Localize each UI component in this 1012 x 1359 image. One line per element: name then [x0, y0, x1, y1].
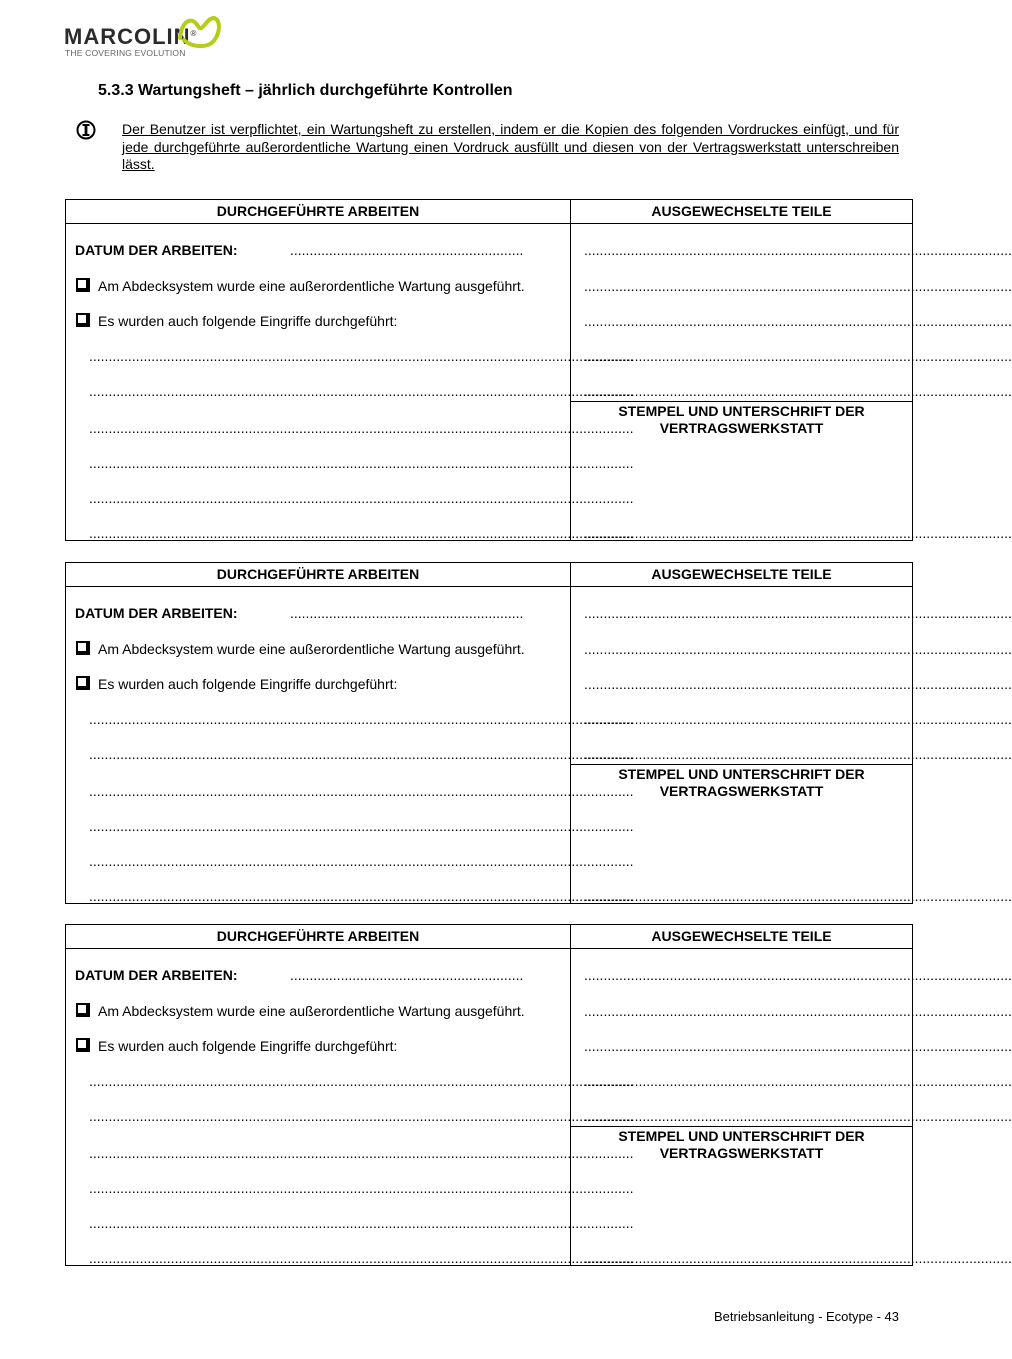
replaced-part-line[interactable]: ..............................................................................................................	[584, 1038, 1012, 1054]
signature-line[interactable]: ..............................................................................................................	[584, 1250, 1012, 1266]
checkbox-further-interventions[interactable]	[76, 676, 88, 688]
stamp-label-line1: STEMPEL UND UNTERSCHRIFT DER	[618, 766, 865, 782]
intervention-line[interactable]: ............................................................................................................................................	[89, 490, 634, 506]
intervention-line[interactable]: ............................................................................................................................................	[89, 383, 634, 399]
intervention-line[interactable]: ............................................................................................................................................	[89, 455, 634, 471]
checkbox-further-interventions[interactable]	[76, 313, 88, 325]
notice-text: Der Benutzer ist verpflichtet, ein Wartungsheft zu erstellen, indem er die Kopien des folgenden Vordruckes einfügt, und für jede durchgeführte außerordentliche Wartung einen Vordruck ausfüllt und diesen von der Vertragswerkstatt unterschreiben lässt.	[122, 121, 899, 172]
header-divider	[66, 223, 912, 224]
stamp-signature-label	[571, 403, 912, 437]
stamp-label-line1: STEMPEL UND UNTERSCHRIFT DER	[618, 1128, 865, 1144]
stamp-divider	[570, 764, 912, 765]
logo-tagline: THE COVERING EVOLUTION	[65, 48, 186, 58]
maintenance-form-3	[65, 924, 1012, 1266]
replaced-part-line[interactable]: ..............................................................................................................	[584, 641, 1012, 657]
date-field[interactable]: ............................................................	[290, 967, 524, 983]
header-replaced-parts: AUSGEWECHSELTE TEILE	[651, 203, 832, 219]
checkbox-extraordinary-maintenance[interactable]	[76, 641, 88, 653]
stamp-divider	[570, 1126, 912, 1127]
replaced-part-line[interactable]: ..............................................................................................................	[584, 605, 1012, 621]
intervention-line[interactable]: ............................................................................................................................................	[89, 1250, 634, 1266]
replaced-part-line[interactable]: ..............................................................................................................	[584, 746, 1012, 762]
header-replaced-parts: AUSGEWECHSELTE TEILE	[651, 928, 832, 944]
column-divider	[570, 925, 571, 1265]
option-further-interventions: Es wurden auch folgende Eingriffe durchgeführt:	[98, 1038, 398, 1054]
intervention-line[interactable]: ............................................................................................................................................	[89, 1145, 634, 1161]
header-performed-work: DURCHGEFÜHRTE ARBEITEN	[216, 203, 420, 219]
header-replaced-parts: AUSGEWECHSELTE TEILE	[651, 566, 832, 582]
option-extraordinary-maintenance: Am Abdecksystem wurde eine außerordentliche Wartung ausgeführt.	[98, 1003, 525, 1019]
intervention-line[interactable]: ............................................................................................................................................	[89, 888, 634, 904]
header-divider	[66, 948, 912, 949]
logo-swirl-icon	[176, 12, 222, 50]
option-extraordinary-maintenance: Am Abdecksystem wurde eine außerordentliche Wartung ausgeführt.	[98, 641, 525, 657]
page-footer: Betriebsanleitung - Ecotype - 43	[714, 1309, 899, 1324]
intervention-line[interactable]: ............................................................................................................................................	[89, 783, 634, 799]
header-performed-work: DURCHGEFÜHRTE ARBEITEN	[216, 928, 420, 944]
date-label: DATUM DER ARBEITEN:	[75, 242, 238, 258]
intervention-line[interactable]: ............................................................................................................................................	[89, 711, 634, 727]
column-divider	[570, 200, 571, 540]
intervention-line[interactable]: ............................................................................................................................................	[89, 853, 634, 869]
replaced-part-line[interactable]: ..............................................................................................................	[584, 1108, 1012, 1124]
intervention-line[interactable]: ............................................................................................................................................	[89, 1108, 634, 1124]
stamp-label-line2: VERTRAGSWERKSTATT	[659, 783, 824, 799]
stamp-label-line2: VERTRAGSWERKSTATT	[659, 1145, 824, 1161]
replaced-part-line[interactable]: ..............................................................................................................	[584, 278, 1012, 294]
replaced-part-line[interactable]: ..............................................................................................................	[584, 967, 1012, 983]
maintenance-form-2	[65, 562, 1012, 904]
stamp-signature-label	[571, 766, 912, 800]
logo-wordmark: MARCOLIN®	[64, 24, 198, 49]
option-extraordinary-maintenance: Am Abdecksystem wurde eine außerordentliche Wartung ausgeführt.	[98, 278, 525, 294]
replaced-part-line[interactable]: ..............................................................................................................	[584, 1073, 1012, 1089]
date-label: DATUM DER ARBEITEN:	[75, 967, 238, 983]
intervention-line[interactable]: ............................................................................................................................................	[89, 1180, 634, 1196]
signature-line[interactable]: ..............................................................................................................	[584, 525, 1012, 541]
date-field[interactable]: ............................................................	[290, 242, 524, 258]
intervention-line[interactable]: ............................................................................................................................................	[89, 525, 634, 541]
header-divider	[66, 586, 912, 587]
replaced-part-line[interactable]: ..............................................................................................................	[584, 383, 1012, 399]
intervention-line[interactable]: ............................................................................................................................................	[89, 1073, 634, 1089]
date-label: DATUM DER ARBEITEN:	[75, 605, 238, 621]
intervention-line[interactable]: ............................................................................................................................................	[89, 818, 634, 834]
replaced-part-line[interactable]: ..............................................................................................................	[584, 348, 1012, 364]
intervention-line[interactable]: ............................................................................................................................................	[89, 746, 634, 762]
maintenance-form-1	[65, 199, 1012, 541]
signature-line[interactable]: ..............................................................................................................	[584, 888, 1012, 904]
checkbox-extraordinary-maintenance[interactable]	[76, 1003, 88, 1015]
option-further-interventions: Es wurden auch folgende Eingriffe durchgeführt:	[98, 676, 398, 692]
replaced-part-line[interactable]: ..............................................................................................................	[584, 313, 1012, 329]
section-title: 5.3.3 Wartungsheft – jährlich durchgeführte Kontrollen	[98, 82, 513, 99]
column-divider	[570, 563, 571, 903]
replaced-part-line[interactable]: ..............................................................................................................	[584, 1003, 1012, 1019]
stamp-label-line1: STEMPEL UND UNTERSCHRIFT DER	[618, 403, 865, 419]
info-icon	[76, 120, 96, 140]
replaced-part-line[interactable]: ..............................................................................................................	[584, 676, 1012, 692]
option-further-interventions: Es wurden auch folgende Eingriffe durchgeführt:	[98, 313, 398, 329]
intervention-line[interactable]: ............................................................................................................................................	[89, 1215, 634, 1231]
stamp-label-line2: VERTRAGSWERKSTATT	[659, 420, 824, 436]
date-field[interactable]: ............................................................	[290, 605, 524, 621]
company-logo	[64, 12, 224, 60]
intervention-line[interactable]: ............................................................................................................................................	[89, 420, 634, 436]
replaced-part-line[interactable]: ..............................................................................................................	[584, 711, 1012, 727]
checkbox-further-interventions[interactable]	[76, 1038, 88, 1050]
stamp-signature-label	[571, 1128, 912, 1162]
stamp-divider	[570, 401, 912, 402]
intervention-line[interactable]: ............................................................................................................................................	[89, 348, 634, 364]
header-performed-work: DURCHGEFÜHRTE ARBEITEN	[216, 566, 420, 582]
replaced-part-line[interactable]: ..............................................................................................................	[584, 242, 1012, 258]
checkbox-extraordinary-maintenance[interactable]	[76, 278, 88, 290]
